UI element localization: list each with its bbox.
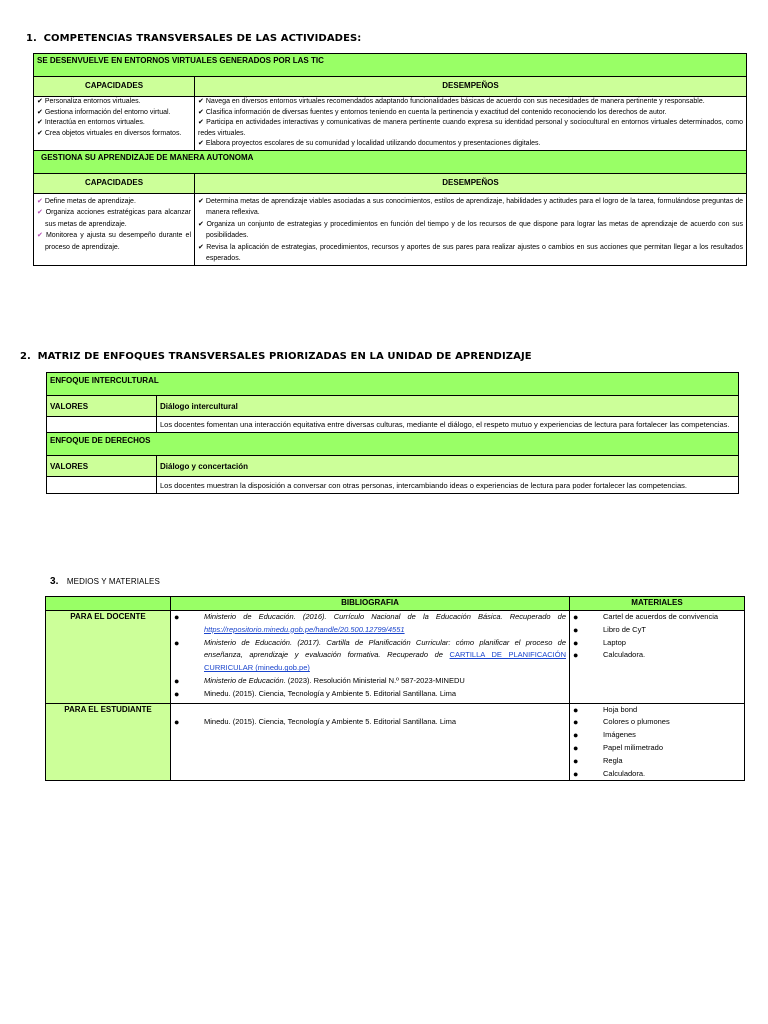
material-item: ● Imágenes — [573, 729, 741, 742]
capacidad-item: ✔ Personaliza entornos virtuales. — [37, 98, 141, 105]
empty-header-cell — [46, 597, 171, 611]
competency-header: SE DESENVUELVE EN ENTORNOS VIRTUALES GENERADOS POR LAS TIC — [34, 54, 747, 77]
check-icon: ✔ — [37, 119, 43, 126]
medios-materiales-table — [45, 596, 745, 781]
materiales-header: MATERIALES — [570, 597, 745, 611]
competency-header: GESTIONA SU APRENDIZAJE DE MANERA AUTONOMA — [34, 150, 747, 173]
capacidad-item: ✔ Interactúa en entornos virtuales. — [37, 119, 145, 126]
section-number: 1. — [26, 33, 37, 44]
docente-bibliografia — [171, 611, 570, 704]
bibliography-item: ● Ministerio de Educación. (2017). Cartilla de Planificación Curricular: cómo planificar el proceso de enseñanza, aprendizaje y evaluación formativa. Recuperado de CARTILLA DE PLANIFICACIÓN CURRICULAR (minedu.gob.pe) — [174, 637, 566, 675]
estudiante-label: PARA EL ESTUDIANTE — [46, 703, 171, 781]
check-icon: ✔ — [198, 119, 204, 126]
material-item: ● Colores o plumones — [573, 716, 741, 729]
material-item: ● Calculadora. — [573, 768, 741, 781]
estudiante-materiales — [570, 703, 745, 781]
bibliography-item: ● Ministerio de Educación. (2023). Resolución Ministerial N.º 587-2023-MINEDU — [174, 675, 566, 688]
check-icon: ✔ — [198, 140, 204, 147]
check-icon: ✔ — [198, 108, 204, 116]
material-item: ● Libro de CyT — [573, 624, 741, 637]
section-title-text: COMPETENCIAS TRANSVERSALES DE LAS ACTIVIDADES: — [43, 33, 362, 44]
desempeno-item: ✔ Participa en actividades interactivas y comunicativas de manera pertinente cuando expresa su identidad personal y sociocultural en entornos virtuales determinados, como redes virtuales. — [198, 119, 744, 137]
enfoque-description: Los docentes muestran la disposición a conversar con otras personas, intercambiando ideas o experiencias de lectura para poder fortalecer las competencias. — [157, 477, 739, 494]
enfoque-header: ENFOQUE INTERCULTURAL — [47, 373, 739, 396]
capacidades-header: CAPACIDADES — [34, 77, 195, 97]
check-icon: ✔ — [37, 98, 43, 105]
capacidades-cell — [34, 97, 195, 151]
docente-label: PARA EL DOCENTE — [46, 611, 171, 704]
enfoque-description: Los docentes fomentan una interacción equitativa entre diversas culturas, mediante el diálogo, el respeto mutuo y experiencias de lectura para fortalecer las competencias. — [157, 417, 739, 433]
capacidades-header: CAPACIDADES — [34, 173, 195, 193]
desempenos-header: DESEMPEÑOS — [195, 173, 747, 193]
bibliography-item: ● Minedu. (2015). Ciencia, Tecnología y Ambiente 5. Editorial Santillana. Lima — [174, 688, 566, 701]
desempeno-item: ✔ Revisa la aplicación de estrategias, procedimientos, recursos y aportes de sus pares para realizar ajustes o cambios en sus acciones que permitan llegar a los resultados esperados. — [198, 243, 743, 262]
check-icon: ✔ — [37, 197, 43, 205]
section-number: 2. — [20, 351, 31, 362]
material-item: ● Cartel de acuerdos de convivencia — [573, 611, 741, 624]
capacidad-item: ✔ Monitorea y ajusta su desempeño durante el proceso de aprendizaje. — [37, 232, 191, 251]
empty-cell — [47, 417, 157, 433]
valores-label: VALORES — [47, 396, 157, 417]
material-item: ● Calculadora. — [573, 649, 741, 662]
enfoques-table — [46, 372, 739, 494]
section-title-text: MEDIOS Y MATERIALES — [66, 577, 160, 586]
bibliography-item: ● Minedu. (2015). Ciencia, Tecnología y Ambiente 5. Editorial Santillana. Lima — [174, 716, 566, 729]
material-item: ● Papel milimetrado — [573, 742, 741, 755]
capacidad-item: ✔ Organiza acciones estratégicas para alcanzar sus metas de aprendizaje. — [37, 209, 191, 228]
section-2-title — [20, 351, 532, 362]
desempeno-item: ✔ Navega en diversos entornos virtuales recomendados adaptando funcionalidades básicas de acuerdo con sus necesidades de manera pertinente y responsable. — [198, 98, 705, 105]
competencies-table — [33, 53, 747, 266]
section-title-text: MATRIZ DE ENFOQUES TRANSVERSALES PRIORIZADAS EN LA UNIDAD DE APRENDIZAJE — [37, 351, 532, 362]
material-item: ● Regla — [573, 755, 741, 768]
capacidades-cell — [34, 193, 195, 265]
repository-link[interactable]: https://repositorio.minedu.gob.pe/handle/20.500.12799/4551 — [204, 624, 405, 634]
section-3-title — [50, 576, 160, 587]
check-icon: ✔ — [198, 197, 204, 205]
check-icon: ✔ — [37, 232, 43, 239]
desempenos-cell — [195, 193, 747, 265]
desempeno-item: ✔ Elabora proyectos escolares de su comunidad y localidad utilizando documentos y presentaciones digitales. — [198, 140, 541, 147]
check-icon: ✔ — [198, 98, 204, 105]
capacidad-item: ✔ Gestiona información del entorno virtual. — [37, 108, 171, 116]
desempeno-item: ✔ Clasifica información de diversas fuentes y entornos teniendo en cuenta la pertinencia y exactitud del contenido reconociendo los derechos de autor. — [198, 108, 667, 116]
enfoque-header: ENFOQUE DE DERECHOS — [47, 433, 739, 456]
docente-materiales — [570, 611, 745, 704]
check-icon: ✔ — [37, 129, 43, 137]
check-icon: ✔ — [37, 209, 43, 216]
check-icon: ✔ — [37, 108, 43, 116]
empty-cell — [47, 477, 157, 494]
desempeno-item: ✔ Determina metas de aprendizaje viables asociadas a sus conocimientos, estilos de aprendizaje, habilidades y actitudes para el logro de la tarea, formulándose preguntas de manera reflexiva. — [198, 197, 744, 216]
section-number: 3. — [50, 576, 59, 587]
valores-label: VALORES — [47, 456, 157, 477]
cartilla-link[interactable]: CARTILLA DE PLANIFICACIÓN CURRICULAR (minedu.gob.pe) — [204, 650, 566, 673]
material-item: ● Laptop — [573, 637, 741, 650]
check-icon: ✔ — [198, 220, 204, 228]
capacidad-item: ✔ Crea objetos virtuales en diversos formatos. — [37, 129, 182, 137]
section-1-title — [26, 33, 361, 44]
bibliography-item: ● Ministerio de Educación. (2016). Currículo Nacional de la Educación Básica. Recuperado de https://repositorio.minedu.gob.pe/handle/20.500.12799/4551 — [174, 611, 566, 637]
desempenos-header: DESEMPEÑOS — [195, 77, 747, 97]
valor-name: Diálogo intercultural — [157, 396, 739, 417]
estudiante-bibliografia — [171, 703, 570, 781]
bibliografia-header: BIBLIOGRAFIA — [171, 597, 570, 611]
check-icon: ✔ — [198, 243, 204, 251]
material-item: ● Hoja bond — [573, 704, 741, 717]
valor-name: Diálogo y concertación — [157, 456, 739, 477]
desempeno-item: ✔ Organiza un conjunto de estrategias y procedimientos en función del tiempo y de los recursos de que dispone para lograr las metas de aprendizaje de acuerdo con sus posibilidades. — [198, 220, 744, 239]
desempenos-cell — [195, 97, 747, 151]
capacidad-item: ✔ Define metas de aprendizaje. — [37, 197, 136, 205]
